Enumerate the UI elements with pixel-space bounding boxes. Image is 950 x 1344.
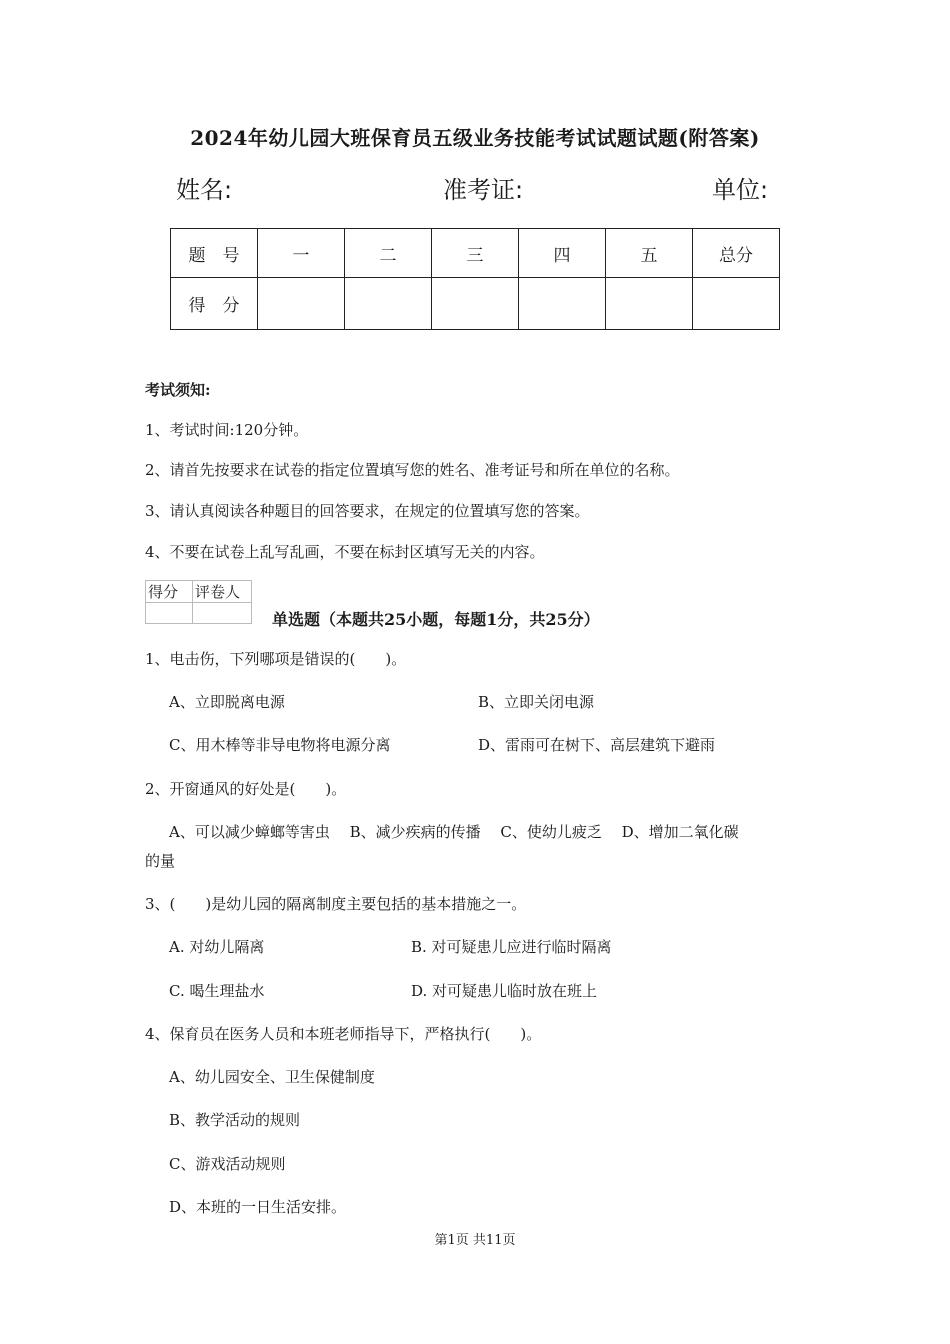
notice-item: 3、请认真阅读各种题目的回答要求，在规定的位置填写您的答案。 [145,502,590,520]
notice-item: 2、请首先按要求在试卷的指定位置填写您的姓名、准考证号和所在单位的名称。 [145,461,680,479]
score-table-cell: 总分 [693,229,780,278]
score-table-cell: 四 [519,229,606,278]
score-table-cell: 一 [258,229,345,278]
page-footer: 第1页 共11页 [434,1233,516,1248]
question-options-line: 的量 [145,852,176,870]
score-entry-cell [345,278,432,330]
score-table-cell: 五 [606,229,693,278]
question-option: A. 对幼儿隔离 [169,938,265,956]
score-entry-cell [693,278,780,330]
notice-title: 考试须知: [145,381,211,399]
question-option: C、游戏活动规则 [169,1155,286,1173]
grader-score-cell [146,603,193,624]
page-title: 2024年幼儿园大班保育员五级业务技能考试试题试题(附答案) [190,126,760,150]
question-stem: 1、电击伤，下列哪项是错误的( )。 [145,650,407,668]
score-table-cell: 题 号 [171,229,258,278]
notice-item: 1、考试时间:120分钟。 [145,421,309,439]
question-option: D、本班的一日生活安排。 [169,1198,347,1216]
score-table-cell: 二 [345,229,432,278]
question-option: B、教学活动的规则 [169,1111,301,1129]
question-options-line: A、可以减少蟑螂等害虫 B、减少疾病的传播 C、使幼儿疲乏 D、增加二氧化碳 [169,823,739,841]
question-option: D、雷雨可在树下、高层建筑下避雨 [478,736,716,754]
question-option: A、幼儿园安全、卫生保健制度 [169,1068,375,1086]
notice-item: 4、不要在试卷上乱写乱画，不要在标封区填写无关的内容。 [145,543,545,561]
name-field-label: 姓名: [176,176,233,204]
question-option: A、立即脱离电源 [169,693,285,711]
question-option: C. 喝生理盐水 [169,982,265,1000]
question-stem: 2、开窗通风的好处是( )。 [145,780,347,798]
grader-score-label: 得分 [146,581,193,603]
score-entry-cell [606,278,693,330]
score-entry-cell [432,278,519,330]
question-stem: 3、( )是幼儿园的隔离制度主要包括的基本措施之一。 [145,895,527,913]
score-entry-cell [258,278,345,330]
question-option: C、用木棒等非导电物将电源分离 [169,736,391,754]
question-option: B. 对可疑患儿应进行临时隔离 [411,938,612,956]
section-title: 单选题（本题共25小题，每题1分，共25分） [272,610,600,629]
question-option: B、立即关闭电源 [478,693,595,711]
score-entry-cell [519,278,606,330]
grader-reviewer-cell [193,603,252,624]
score-table-header-row [171,229,780,278]
question-stem: 4、保育员在医务人员和本班老师指导下，严格执行( )。 [145,1025,542,1043]
unit-field-label: 单位: [712,176,769,204]
score-table-cell: 得 分 [171,278,258,330]
score-table-score-row [171,278,780,330]
question-option: D. 对可疑患儿临时放在班上 [411,982,598,1000]
score-table [170,228,780,330]
grader-reviewer-label: 评卷人 [193,581,252,603]
grader-box [145,580,252,624]
score-table-cell: 三 [432,229,519,278]
exam-id-field-label: 准考证: [443,176,524,204]
